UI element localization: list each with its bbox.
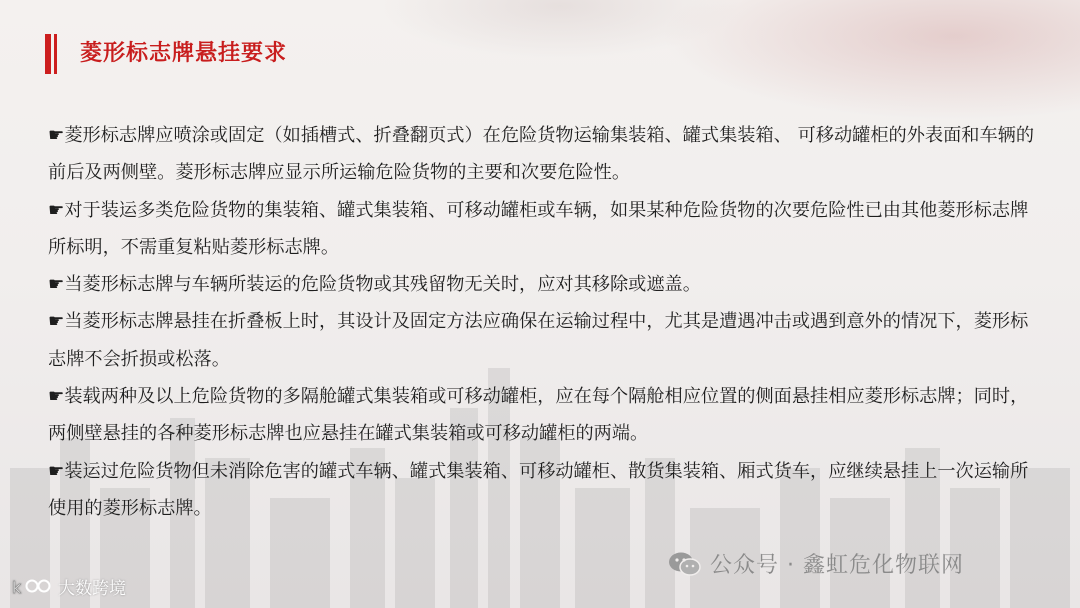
pointing-hand-bullet-icon: ☛	[48, 125, 65, 146]
slide-body	[48, 117, 1038, 527]
bullet-paragraph-5	[48, 378, 1038, 453]
title-accent-bar-thin	[54, 34, 57, 74]
pointing-hand-bullet-icon: ☛	[48, 199, 65, 221]
bullet-paragraph-1	[48, 117, 1038, 192]
svg-text:k: k	[12, 577, 22, 597]
paragraph-text: 当菱形标志牌悬挂在折叠板上时，其设计及固定方法应确保在运输过程中，尤其是遭遇冲击或遇到意外的情况下，菱形标志牌不会折损或松落。	[48, 311, 1029, 370]
slide-title: 菱形标志牌悬挂要求	[80, 41, 288, 66]
brand-watermark	[10, 574, 126, 599]
title-accent-bar	[45, 34, 51, 74]
brand-watermark-text: 大数跨境	[58, 579, 126, 599]
paragraph-text: 装运过危险货物但未消除危害的罐式车辆、罐式集装箱、可移动罐柜、散货集装箱、厢式货车，应继续悬挂上一次运输所使用的菱形标志牌。	[48, 460, 1029, 519]
pointing-hand-bullet-icon: ☛	[48, 386, 65, 408]
background-brush-decoration-top	[380, 0, 740, 60]
wechat-watermark-text: 公众号 · 鑫虹危化物联网	[710, 553, 964, 578]
paragraph-text: 对于装运多类危险货物的集装箱、罐式集装箱、可移动罐柜或车辆，如果某种危险货物的次要危险性已由其他菱形标志牌所标明，不需重复粘贴菱形标志牌。	[48, 199, 1029, 258]
bullet-paragraph-6	[48, 453, 1038, 528]
bullet-paragraph-3	[48, 266, 1038, 303]
wechat-watermark	[668, 548, 964, 579]
pointing-hand-bullet-icon: ☛	[48, 274, 65, 296]
pointing-hand-bullet-icon: ☛	[48, 460, 65, 482]
pointing-hand-bullet-icon: ☛	[48, 311, 65, 333]
paragraph-text: 菱形标志牌应喷涂或固定（如插槽式、折叠翻页式）在危险货物运输集装箱、罐式集装箱、 可移动罐柜的外表面和车辆的前后及两侧壁。菱形标志牌应显示所运输危险货物的主要和次要危险性。	[48, 125, 1035, 184]
bullet-paragraph-2	[48, 192, 1038, 267]
wechat-icon	[668, 551, 702, 577]
paragraph-text: 当菱形标志牌与车辆所装运的危险货物或其残留物无关时，应对其移除或遮盖。	[64, 274, 701, 296]
paragraph-text: 装载两种及以上危险货物的多隔舱罐式集装箱或可移动罐柜，应在每个隔舱相应位置的侧面悬挂相应菱形标志牌；同时，两侧壁悬挂的各种菱形标志牌也应悬挂在罐式集装箱或可移动罐柜的两端。	[48, 386, 1029, 445]
bullet-paragraph-4	[48, 303, 1038, 378]
brand-logo-icon	[10, 575, 54, 599]
